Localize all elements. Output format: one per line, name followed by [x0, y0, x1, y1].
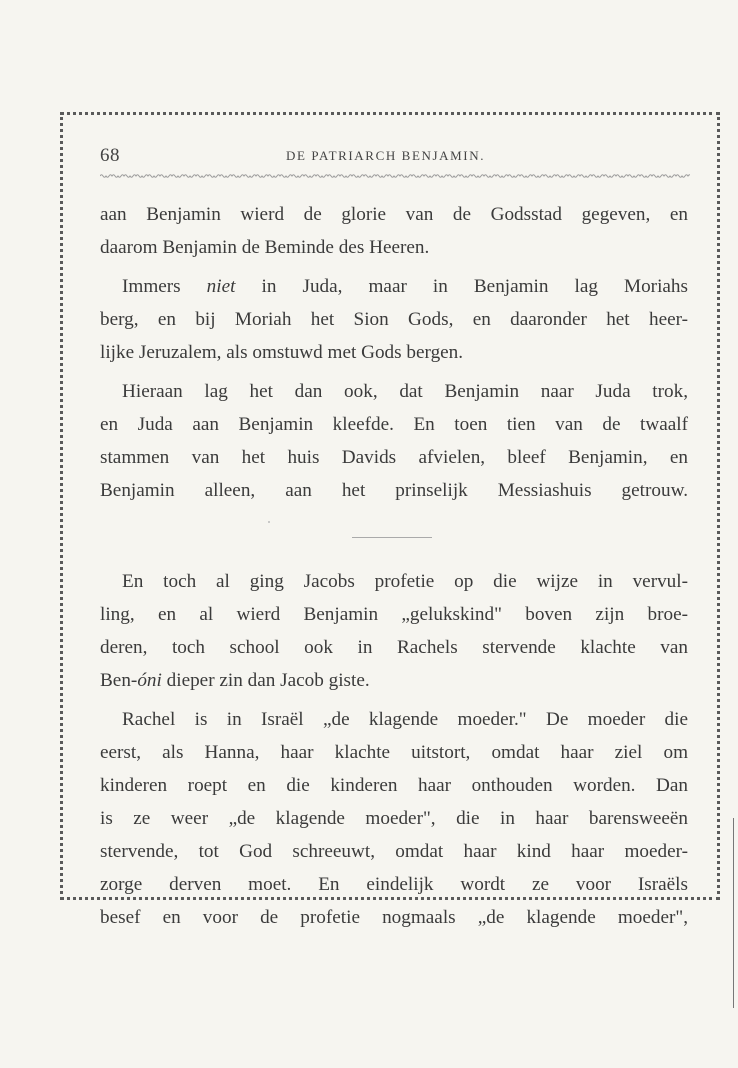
text-line: zorge derven moet. En eindelijk wordt ze voor Israëls [100, 874, 688, 895]
page-number: 68 [100, 145, 120, 166]
paragraph [100, 198, 688, 264]
text-line: stammen van het huis Davids afvielen, bleef Benjamin, en [100, 447, 688, 468]
running-head [100, 145, 688, 169]
text-line: Immers niet in Juda, maar in Benjamin lag Moriahs [122, 276, 688, 297]
text-line: en Juda aan Benjamin kleefde. En toen tien van de twaalf [100, 414, 688, 435]
text-line: En toch al ging Jacobs profetie op die wijze in vervul- [122, 571, 688, 592]
section-divider [352, 537, 432, 538]
text-line: Rachel is in Israël „de klagende moeder." De moeder die [122, 709, 688, 730]
paragraph [100, 703, 688, 934]
text-line: kinderen roept en die kinderen haar onthouden worden. Dan [100, 775, 688, 796]
header-wavy-rule [100, 172, 690, 180]
page-edge-line [733, 818, 734, 1008]
ink-dot [268, 521, 270, 523]
text-line: eerst, als Hanna, haar klachte uitstort, omdat haar ziel om [100, 742, 688, 763]
text-line: besef en voor de profetie nogmaals „de klagende moeder", [100, 907, 688, 928]
paragraph [100, 375, 688, 507]
text-line: berg, en bij Moriah het Sion Gods, en daaronder het heer- [100, 309, 688, 330]
text-line: Hieraan lag het dan ook, dat Benjamin naar Juda trok, [122, 381, 688, 402]
text-section-2 [100, 565, 688, 934]
text-line: is ze weer „de klagende moeder", die in haar barensweeën [100, 808, 688, 829]
text-line: aan Benjamin wierd de glorie van de Godsstad gegeven, en [100, 204, 688, 225]
chapter-title: DE PATRIARCH BENJAMIN. [286, 148, 486, 163]
emphasis: niet [206, 276, 236, 297]
paragraph [100, 565, 688, 697]
text-line: Ben-óni dieper zin dan Jacob giste. [100, 670, 370, 691]
text-line: ling, en al wierd Benjamin „gelukskind" boven zijn broe- [100, 604, 688, 625]
text-line: daarom Benjamin de Beminde des Heeren. [100, 237, 430, 258]
text-line: stervende, tot God schreeuwt, omdat haar kind haar moeder- [100, 841, 688, 862]
text-line: Benjamin alleen, aan het prinselijk Messiashuis getrouw. [100, 480, 688, 501]
text-line: lijke Jeruzalem, als omstuwd met Gods bergen. [100, 342, 464, 363]
text-section-1 [100, 198, 688, 507]
paragraph [100, 270, 688, 369]
emphasis: óni [137, 670, 162, 691]
text-line: deren, toch school ook in Rachels stervende klachte van [100, 637, 688, 658]
